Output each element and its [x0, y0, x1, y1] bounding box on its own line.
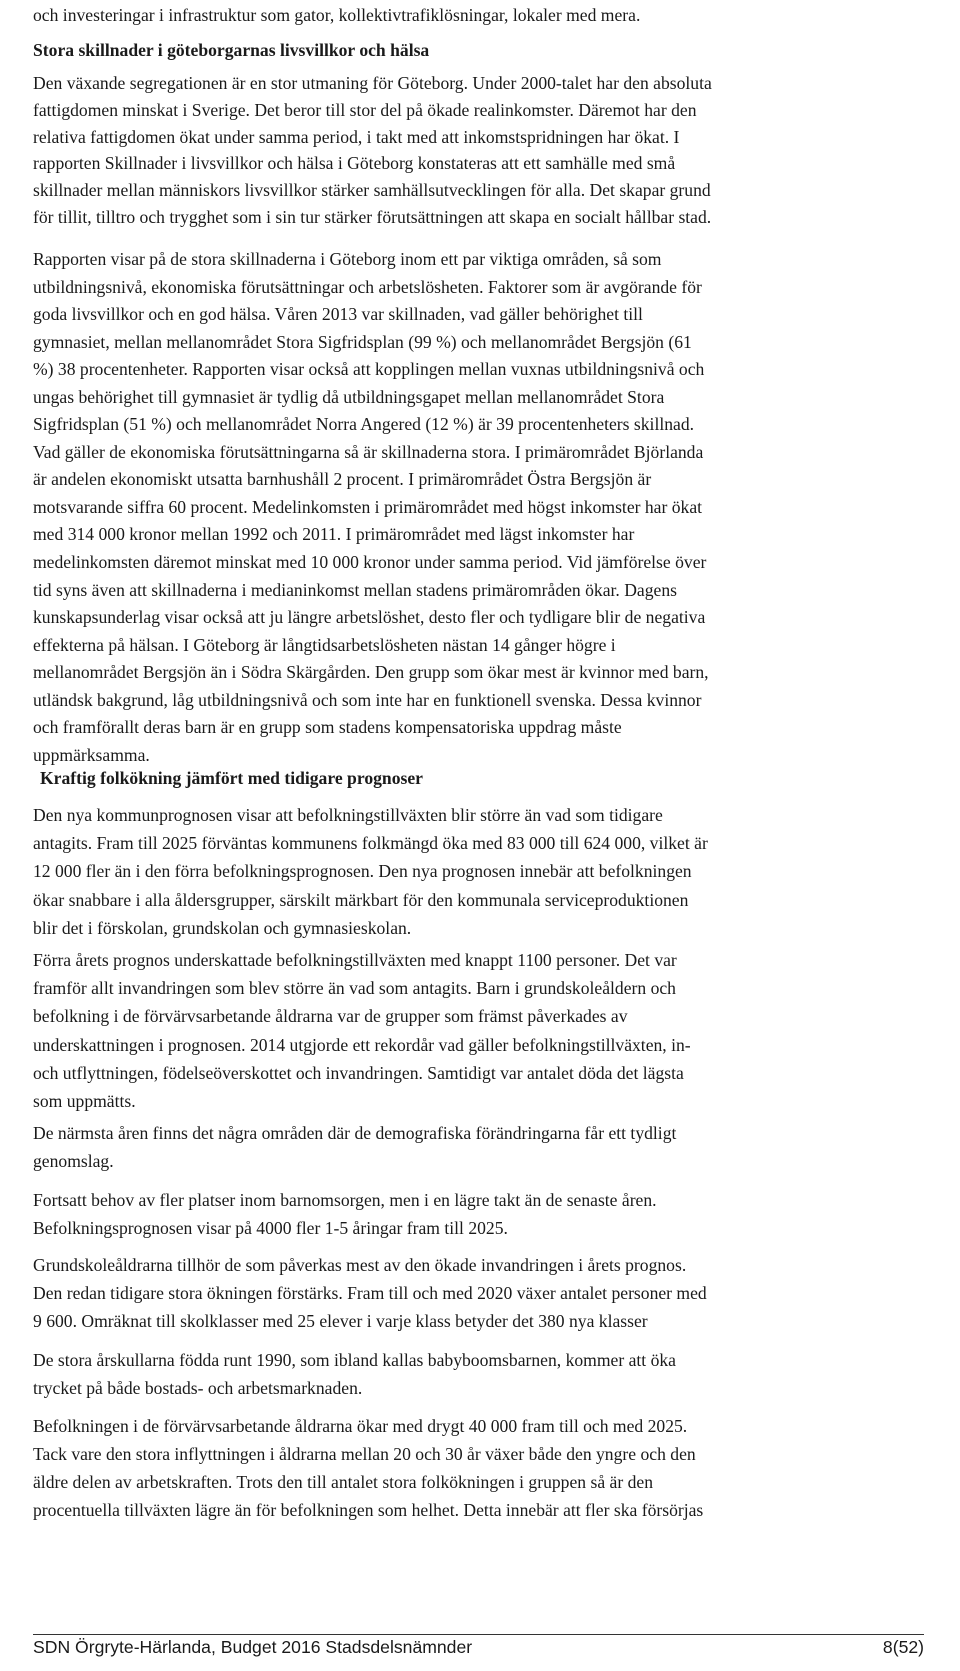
text-line: skillnader mellan människors livsvillkor stärker samhällsutvecklingen för alla. Det skapar grund	[33, 180, 711, 200]
section-heading: Stora skillnader i göteborgarnas livsvillkor och hälsa	[33, 40, 430, 60]
text-line: procentuella tillväxten lägre än för befolkningen som helhet. Detta innebär att fler ska försörjas	[33, 1500, 704, 1520]
text-line: Sigfridsplan (51 %) och mellanområdet Norra Angered (12 %) är 39 procentenheters skillnad.	[33, 414, 695, 435]
paragraph-barnomsorg	[33, 1186, 924, 1242]
text-line: Rapporten visar på de stora skillnaderna i Göteborg inom ett par viktiga områden, så som	[33, 249, 662, 269]
text-line: Befolkningsprognosen visar på 4000 fler 1-5 åringar fram till 2025.	[33, 1218, 508, 1239]
text-line: antagits. Fram till 2025 förväntas kommunens folkmängd öka med 83 000 till 624 000, vilket är	[33, 833, 708, 854]
text-line: uppmärksamma.	[33, 744, 150, 765]
text-line: mellanområdet Bergsjön än i Södra Skärgården. Den grupp som ökar mest är kvinnor med barn,	[33, 662, 709, 683]
text-line: goda livsvillkor och en god hälsa. Våren 2013 var skillnaden, vad gäller behörighet till	[33, 304, 643, 325]
paragraph-arskullar	[33, 1346, 924, 1402]
text-line: underskattningen i prognosen. 2014 utgjorde ett rekordår vad gäller befolkningstillväxten, in-	[33, 1034, 691, 1055]
paragraph-infrastructure	[33, 2, 924, 29]
footer-page-number: 8(52)	[882, 1637, 924, 1657]
text-line: Vad gäller de ekonomiska förutsättningarna så är skillnaderna stora. I primärområdet Björlanda	[33, 441, 704, 462]
text-line: är andelen ekonomiskt utsatta barnhushåll 2 procent. I primärområdet Östra Bergsjön är	[33, 469, 652, 490]
paragraph-forra-prognos	[33, 946, 924, 1115]
section-heading: Kraftig folkökning jämfört med tidigare prognoser	[40, 768, 423, 788]
text-line: Tack vare den stora inflyttningen i åldrarna mellan 20 och 30 år växer både den yngre och den	[33, 1444, 696, 1464]
text-line: 9 600. Omräknat till skolklasser med 25 elever i varje klass betyder det 380 nya klasser	[33, 1311, 648, 1332]
text-line: Grundskoleåldrarna tillhör de som påverkas mest av den ökade invandringen i årets prognos.	[33, 1255, 687, 1275]
footer-divider	[33, 1634, 924, 1635]
text-line: tid syns även att skillnaderna i medianinkomst mellan stadens primärområden ökar. Dagens	[33, 579, 677, 600]
text-line: framför allt invandringen som blev större än vad som antagits. Barn i grundskoleåldern och	[33, 978, 676, 999]
text-line: 12 000 fler än i den förra befolkningsprognosen. Den nya prognosen innebär att befolkningen	[33, 861, 692, 882]
text-line: motsvarande siffra 60 procent. Medelinkomsten i primärområdet med högst inkomster har ökat	[33, 496, 703, 517]
text-line: befolkning i de förvärvsarbetande åldrarna var de grupper som främst påverkades av	[33, 1006, 628, 1027]
paragraph-segregation	[33, 70, 924, 231]
text-line: och utflyttningen, födelseöverskottet och invandringen. Samtidigt var antalet döda det lägsta	[33, 1062, 684, 1083]
text-line: trycket på både bostads- och arbetsmarknaden.	[33, 1378, 363, 1399]
text-line: kunskapsunderlag visar också att ju längre arbetslöshet, desto fler och tydligare blir de negativa	[33, 607, 706, 628]
paragraph-rapporten	[33, 246, 924, 769]
heading-livsvillkor	[33, 37, 924, 64]
footer-document-title: SDN Örgryte-Härlanda, Budget 2016 Stadsdelsnämnder	[33, 1637, 473, 1657]
page-footer	[0, 1634, 960, 1671]
paragraph-grundskolealdrar	[33, 1251, 924, 1336]
paragraph-forvarvsarbetande	[33, 1412, 924, 1524]
text-line: relativa fattigdomen ökat under samma period, i takt med att inkomstspridningen har ökat. I	[33, 126, 680, 147]
text-line: med 314 000 kronor mellan 1992 och 2011. I primärområdet med lägst inkomster har	[33, 524, 635, 545]
text-line: effekterna på hälsan. I Göteborg är långtidsarbetslösheten nästan 14 gånger högre i	[33, 634, 616, 655]
text-line: ungas behörighet till gymnasiet är tydlig då utbildningsgapet mellan mellanområdet Stora	[33, 386, 665, 407]
paragraph-narmsta-aren	[33, 1119, 924, 1175]
text-line: äldre delen av arbetskraften. Trots den till antalet stora folkökningen i gruppen så är den	[33, 1472, 653, 1492]
heading-folkokning	[40, 765, 924, 792]
text-line: medelinkomsten däremot minskat med 10 000 kronor under samma period. Vid jämförelse över	[33, 552, 707, 573]
text-line: Fortsatt behov av fler platser inom barnomsorgen, men i en lägre takt än de senaste åren.	[33, 1190, 657, 1210]
text-line: Den nya kommunprognosen visar att befolkningstillväxten blir större än vad som tidigare	[33, 805, 663, 825]
text-line: blir det i förskolan, grundskolan och gymnasieskolan.	[33, 917, 412, 938]
paragraph-kommunprognos	[33, 801, 924, 942]
text-line: ökar snabbare i alla åldersgrupper, särskilt märkbart för den kommunala serviceproduktionen	[33, 889, 689, 910]
text-line: %) 38 procentenheter. Rapporten visar också att kopplingen mellan vuxnas utbildningsnivå och	[33, 359, 705, 380]
text-line: rapporten Skillnader i livsvillkor och hälsa i Göteborg konstateras att ett samhälle med små	[33, 153, 676, 174]
text-line: De stora årskullarna födda runt 1990, som ibland kallas babyboomsbarnen, kommer att öka	[33, 1350, 676, 1370]
text-line: för tillit, tilltro och trygghet som i sin tur stärker förutsättningen att skapa en socialt hållbar stad.	[33, 206, 712, 227]
text-line: Befolkningen i de förvärvsarbetande åldrarna ökar med drygt 40 000 fram till och med 2025.	[33, 1416, 688, 1436]
text-line: fattigdomen minskat i Sverige. Det beror till stor del på ökade realinkomster. Däremot har den	[33, 99, 697, 120]
text-line: Den redan tidigare stora ökningen förstärks. Fram till och med 2020 växer antalet personer med	[33, 1283, 707, 1304]
text-line: De närmsta åren finns det några områden där de demografiska förändringarna får ett tydligt	[33, 1123, 677, 1143]
text-line: utbildningsnivå, ekonomiska förutsättningar och arbetslösheten. Faktorer som är avgörande för	[33, 276, 702, 297]
text-line: utländsk bakgrund, låg utbildningsnivå och som inte har en funktionell svenska. Dessa kvinnor	[33, 689, 702, 710]
text-line: som uppmätts.	[33, 1091, 136, 1112]
text-line: gymnasiet, mellan mellanområdet Stora Sigfridsplan (99 %) och mellanområdet Bergsjön (61	[33, 331, 692, 352]
text-line: och investeringar i infrastruktur som gator, kollektivtrafiklösningar, lokaler med mera.	[33, 5, 641, 25]
text-line: Den växande segregationen är en stor utmaning för Göteborg. Under 2000-talet har den absoluta	[33, 73, 712, 93]
text-line: och framförallt deras barn är en grupp som stadens kompensatoriska uppdrag måste	[33, 717, 622, 738]
text-line: genomslag.	[33, 1151, 114, 1172]
text-line: Förra årets prognos underskattade befolkningstillväxten med knappt 1100 personer. Det var	[33, 950, 677, 970]
